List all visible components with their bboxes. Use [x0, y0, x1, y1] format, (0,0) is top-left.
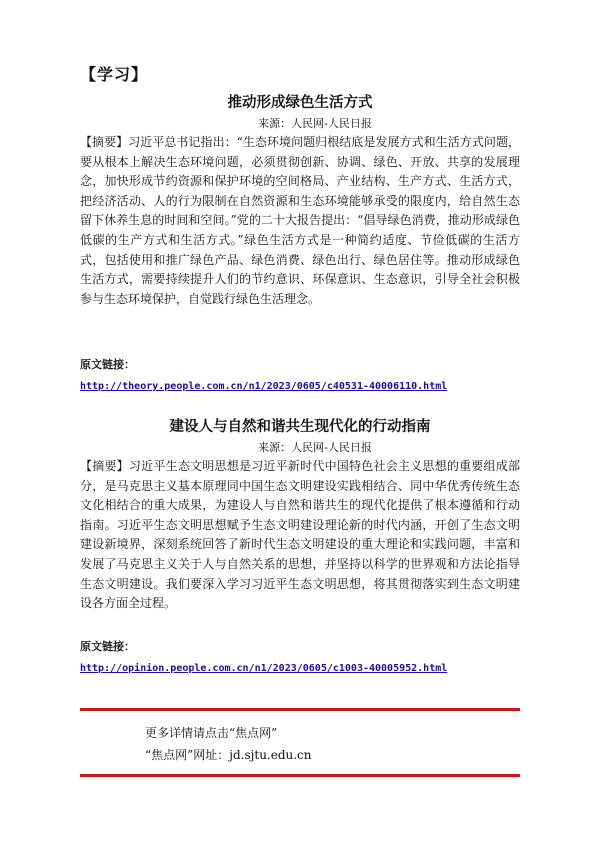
source-link-label: 原文链接： [80, 358, 135, 371]
article-title: 推动形成绿色生活方式 [227, 95, 373, 111]
source-link-label: 原文链接： [80, 640, 135, 653]
article-abstract [80, 133, 520, 309]
article-source: 来源：人民网-人民日报 [258, 117, 372, 130]
article-2 [80, 416, 520, 614]
source-link[interactable]: http://theory.people.com.cn/n1/2023/0605/c40531-40006110.html [80, 381, 448, 392]
footer-more-details: 更多详情请点击“焦点网” [145, 726, 278, 740]
footer-divider-top [80, 708, 520, 711]
article-1 [80, 92, 520, 309]
footer-divider-bottom [80, 774, 520, 777]
abstract-tag: 【摘要】 [80, 459, 129, 473]
article-2-link-block [80, 638, 520, 678]
footer-site-address: “焦点网”网址：jd.sjtu.edu.cn [145, 748, 312, 762]
abstract-text: 习近平总书记指出：“生态环境问题归根结底是发展方式和生活方式问题，要从根本上解决生态环境问题，必须贯彻创新、协调、绿色、开放、共享的发展理念，加快形成节约资源和保护环境的空间格局、产业结构、生产方式、生活方式，把经济活动、人的行为限制在自然资源和生态环境能够承受的限度内，给自然生态留下休养生息的时间和空间。”党的二十大报告提出：“倡导绿色消费，推动形成绿色低碳的生产方式和生活方式。”绿色生活方式是一种简约适度、节俭低碳的生活方式，包括使用和推广绿色产品、绿色消费、绿色出行、绿色居住等。推动形成绿色生活方式，需要持续提升人们的节约意识、环保意识、生态意识，引导全社会积极参与生态环境保护，自觉践行绿色生活理念。 [80, 135, 520, 306]
abstract-text: 习近平生态文明思想是习近平新时代中国特色社会主义思想的重要组成部分，是马克思主义基本原理同中国生态文明建设实践相结合、同中华优秀传统生态文化相结合的重大成果，为建设人与自然和谐共生的现代化提供了根本遵循和行动指南。习近平生态文明思想赋予生态文明建设理论新的时代内涵，开创了生态文明建设新境界，深刻系统回答了新时代生态文明建设的重大理论和实践问题，丰富和发展了马克思主义关于人与自然关系的思想，并坚持以科学的世界观和方法论指导生态文明建设。我们要深入学习习近平生态文明思想，将其贯彻落实到生态文明建设各方面全过程。 [80, 459, 520, 611]
section-tag: 【学习】 [80, 65, 149, 84]
article-source: 来源：人民网-人民日报 [258, 441, 372, 454]
source-link[interactable]: http://opinion.people.com.cn/n1/2023/0605/c1003-40005952.html [80, 663, 448, 674]
article-abstract [80, 457, 520, 614]
article-1-link-block [80, 356, 520, 396]
article-title: 建设人与自然和谐共生现代化的行动指南 [169, 419, 431, 435]
abstract-tag: 【摘要】 [80, 135, 129, 149]
